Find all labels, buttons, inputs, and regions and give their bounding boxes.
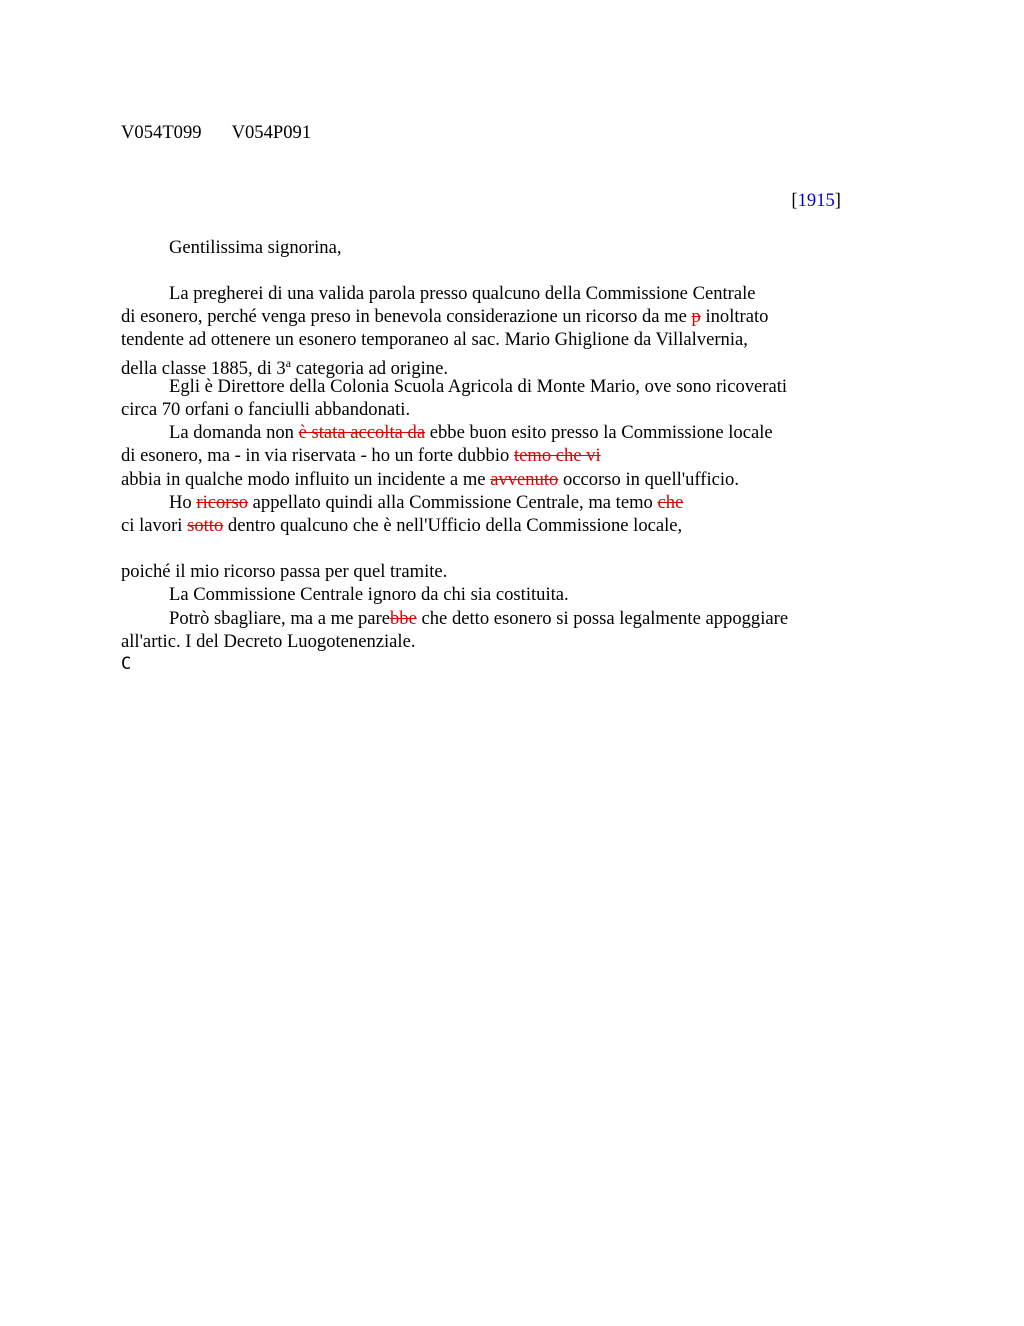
- letter-date: [791, 189, 841, 212]
- paragraph-3-line-3: [121, 468, 788, 491]
- text-segment: di esonero, perché venga preso in benevola considerazione un ricorso da me: [121, 306, 692, 328]
- paragraph-2-line-2: circa 70 orfani o fanciulli abbandonati.: [121, 398, 411, 420]
- letter-body: [121, 282, 788, 676]
- text-segment: della classe 1885, di 3: [121, 357, 286, 379]
- deleted-text: che: [657, 491, 684, 513]
- text-segment: La domanda non: [169, 422, 299, 444]
- paragraph-6-line-1: [121, 607, 788, 630]
- date-close-bracket: ]: [834, 190, 841, 211]
- date-year: 1915: [797, 190, 835, 211]
- text-segment: di esonero, ma - in via riservata - ho un forte dubbio: [121, 445, 514, 467]
- deleted-text: temo che vi: [513, 445, 601, 467]
- text-segment: che detto esonero si possa legalmente appoggiare: [416, 607, 789, 629]
- deleted-text: ricorso: [196, 491, 249, 513]
- document-codes: [121, 121, 311, 144]
- salutation: Gentilissima signorina,: [169, 237, 342, 258]
- trailing-mark: C: [121, 654, 132, 674]
- paragraph-4-line-2: [121, 514, 788, 537]
- paragraph-5-line-1: La Commissione Centrale ignoro da chi sia costituita.: [169, 584, 569, 606]
- page-break-gap: [121, 537, 788, 560]
- paragraph-3-line-2: [121, 444, 788, 467]
- deleted-text: p: [691, 306, 701, 328]
- deleted-text: avvenuto: [490, 468, 559, 490]
- deleted-text: è stata accolta da: [298, 422, 426, 444]
- paragraph-2-line-1: Egli è Direttore della Colonia Scuola Agricola di Monte Mario, ove sono ricoverati: [169, 375, 788, 397]
- paragraph-4-line-3: poiché il mio ricorso passa per quel tramite.: [121, 561, 448, 583]
- text-segment: categoria ad origine.: [291, 357, 449, 379]
- text-segment: dentro qualcuno che è nell'Ufficio della Commissione locale,: [223, 514, 683, 536]
- paragraph-1-line-3: tendente ad ottenere un esonero temporaneo al sac. Mario Ghiglione da Villalvernia,: [121, 329, 748, 351]
- code-p: V054P091: [231, 122, 312, 143]
- code-t: V054T099: [121, 122, 202, 143]
- text-segment: inoltrato: [700, 306, 769, 328]
- date-open-bracket: [: [791, 190, 798, 211]
- text-segment: occorso in quell'ufficio.: [558, 468, 739, 490]
- deleted-text: bbe: [389, 607, 417, 629]
- text-segment: appellato quindi alla Commissione Centrale, ma temo: [248, 491, 658, 513]
- paragraph-6-line-2: all'artic. I del Decreto Luogotenenziale.: [121, 630, 416, 652]
- paragraph-3-line-1: [121, 421, 788, 444]
- paragraph-4-line-1: [121, 491, 788, 514]
- paragraph-1-line-1: La pregherei di una valida parola presso qualcuno della Commissione Centrale: [169, 283, 756, 304]
- deleted-text: sotto: [187, 514, 224, 536]
- paragraph-1-line-4: [121, 352, 788, 379]
- superscript: a: [285, 355, 292, 370]
- paragraph-1-line-2: [121, 305, 788, 328]
- text-segment: ebbe buon esito presso la Commissione locale: [425, 422, 773, 444]
- text-segment: Ho: [169, 491, 197, 513]
- text-segment: ci lavori: [121, 514, 188, 536]
- text-segment: abbia in qualche modo influito un incidente a me: [121, 468, 491, 490]
- text-segment: Potrò sbagliare, ma a me pare: [169, 607, 390, 629]
